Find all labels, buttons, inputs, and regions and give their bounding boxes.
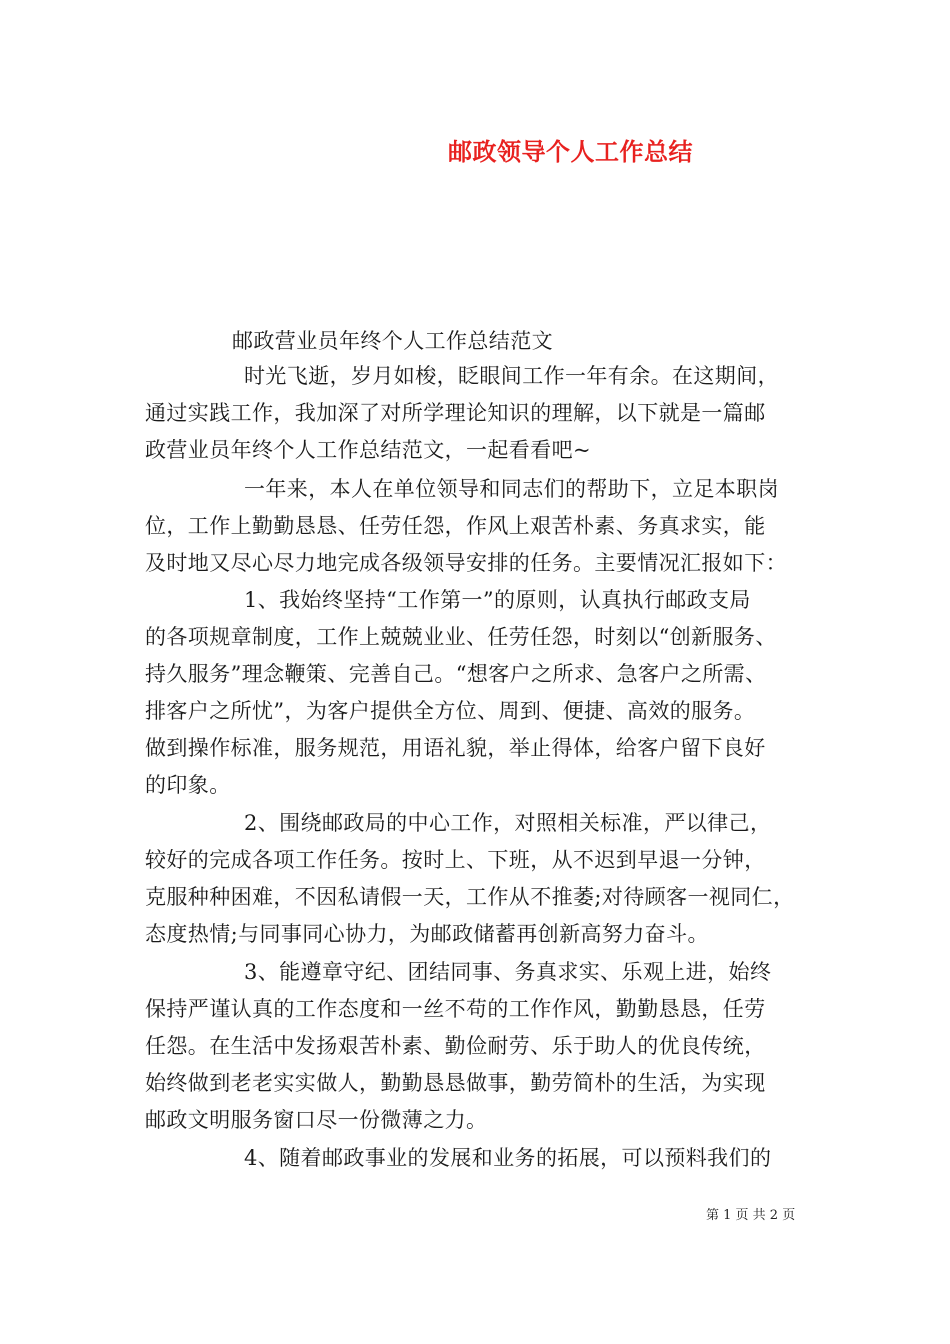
paragraph-2-line-1: 一年来，本人在单位领导和同志们的帮助下，立足本职岗: [244, 477, 779, 501]
paragraph-4-line-1: 2、围绕邮政局的中心工作，对照相关标准，严以律己，: [244, 811, 772, 835]
page-number: 第 1 页 共 2 页: [706, 1208, 796, 1223]
paragraph-6-line-1: 4、随着邮政事业的发展和业务的拓展，可以预料我们的: [244, 1146, 772, 1170]
paragraph-4-line-3: 克服种种困难，不因私请假一天，工作从不推萎;对待顾客一视同仁，: [145, 885, 795, 909]
paragraph-4-line-2: 较好的完成各项工作任务。按时上、下班，从不迟到早退一分钟，: [145, 848, 766, 872]
paragraph-1-line-2: 通过实践工作，我加深了对所学理论知识的理解，以下就是一篇邮: [145, 401, 766, 425]
paragraph-5-line-5: 邮政文明服务窗口尽一份微薄之力。: [145, 1108, 488, 1132]
document-title: 邮政领导个人工作总结: [448, 137, 693, 166]
paragraph-1-line-1: 时光飞逝，岁月如梭，眨眼间工作一年有余。在这期间，: [244, 364, 779, 388]
paragraph-5-line-3: 任怨。在生活中发扬艰苦朴素、勤俭耐劳、乐于助人的优良传统，: [145, 1034, 766, 1058]
paragraph-5-line-1: 3、能遵章守纪、团结同事、务真求实、乐观上进，始终: [244, 960, 772, 984]
paragraph-3-line-6: 的印象。: [145, 773, 231, 797]
paragraph-3-line-1: 1、我始终坚持“工作第一”的原则，认真执行邮政支局: [244, 588, 751, 612]
paragraph-3-line-3: 持久服务”理念鞭策、完善自己。“想客户之所求、急客户之所需、: [145, 662, 767, 686]
document-subtitle: 邮政营业员年终个人工作总结范文: [232, 329, 553, 353]
paragraph-1-line-3: 政营业员年终个人工作总结范文，一起看看吧~: [145, 438, 591, 462]
paragraph-2-line-3: 及时地又尽心尽力地完成各级领导安排的任务。主要情况汇报如下：: [145, 551, 787, 575]
paragraph-3-line-4: 排客户之所忧”，为客户提供全方位、周到、便捷、高效的服务。: [145, 699, 756, 723]
paragraph-5-line-2: 保持严谨认真的工作态度和一丝不苟的工作作风，勤勤恳恳，任劳: [145, 997, 766, 1021]
paragraph-2-line-2: 位，工作上勤勤恳恳、任劳任怨，作风上艰苦朴素、务真求实，能: [145, 514, 766, 538]
paragraph-5-line-4: 始终做到老老实实做人，勤勤恳恳做事，勤劳简朴的生活，为实现: [145, 1071, 766, 1095]
paragraph-4-line-4: 态度热情;与同事同心协力，为邮政储蓄再创新高努力奋斗。: [145, 922, 709, 946]
paragraph-3-line-5: 做到操作标准，服务规范，用语礼貌，举止得体，给客户留下良好: [145, 736, 766, 760]
paragraph-3-line-2: 的各项规章制度，工作上兢兢业业、任劳任怨，时刻以“创新服务、: [145, 625, 777, 649]
